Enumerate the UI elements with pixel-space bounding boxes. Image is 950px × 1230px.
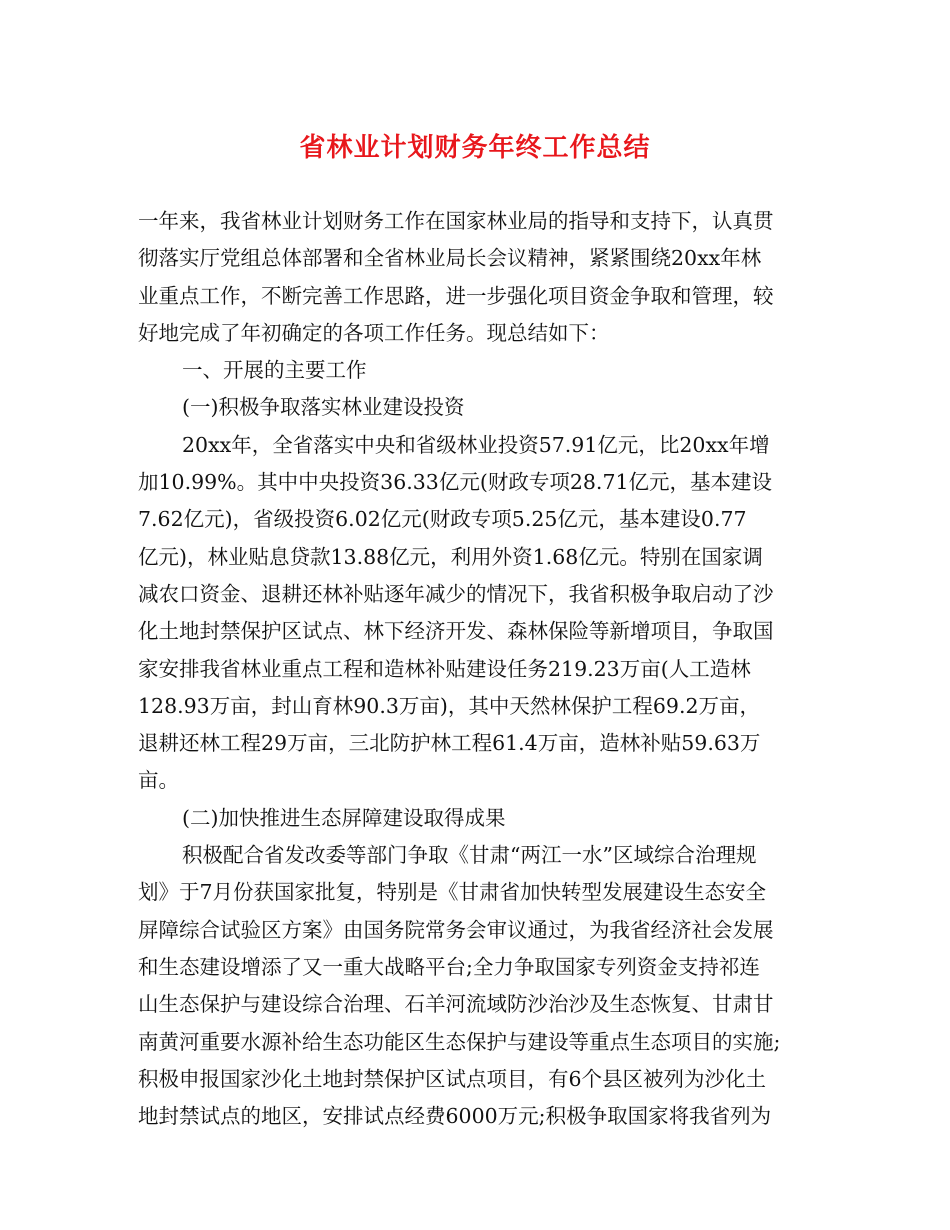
body-line: 减农口资金、退耕还林补贴逐年减少的情况下，我省积极争取启动了沙 bbox=[138, 581, 774, 606]
body-line: 7.62亿元)，省级投资6.02亿元(财政专项5.25亿元，基本建设0.77 bbox=[138, 507, 747, 532]
document-body bbox=[138, 203, 818, 1135]
body-line: 一年来，我省林业计划财务工作在国家林业局的指导和支持下，认真贯 bbox=[138, 209, 774, 233]
body-line: 彻落实厅党组总体部署和全省林业局长会议精神，紧紧围绕20xx年林 bbox=[138, 246, 762, 271]
body-line: 加10.99%。其中中央投资36.33亿元(财政专项28.71亿元，基本建设 bbox=[138, 470, 773, 495]
body-line: 家安排我省林业重点工程和造林补贴建设任务219.23万亩(人工造林 bbox=[138, 656, 751, 681]
body-line: 128.93万亩，封山育林90.3万亩)，其中天然林保护工程69.2万亩， bbox=[138, 693, 761, 718]
body-line: 和生态建设增添了又一重大战略平台;全力争取国家专列资金支持祁连 bbox=[138, 954, 760, 979]
body-line: (二)加快推进生态屏障建设取得成果 bbox=[182, 805, 506, 830]
body-line: 山生态保护与建设综合治理、石羊河流域防沙治沙及生态恢复、甘肃甘 bbox=[138, 992, 774, 1017]
body-line: 一、开展的主要工作 bbox=[182, 358, 367, 383]
body-line: 亿元)，林业贴息贷款13.88亿元，利用外资1.68亿元。特别在国家调 bbox=[138, 544, 763, 569]
body-line: 划》于7月份获国家批复，特别是《甘肃省加快转型发展建设生态安全 bbox=[138, 880, 767, 905]
body-line: 退耕还林工程29万亩，三北防护林工程61.4万亩，造林补贴59.63万 bbox=[138, 731, 761, 756]
body-line: 南黄河重要水源补给生态功能区生态保护与建设等重点生态项目的实施; bbox=[138, 1029, 781, 1054]
body-line: 20xx年，全省落实中央和省级林业投资57.91亿元，比20xx年增 bbox=[182, 432, 770, 457]
body-line: 屏障综合试验区方案》由国务院常务会审议通过，为我省经济社会发展 bbox=[138, 917, 774, 942]
body-line: (一)积极争取落实林业建设投资 bbox=[182, 395, 465, 420]
document-title: 省林业计划财务年终工作总结 bbox=[299, 133, 651, 163]
body-line: 化土地封禁保护区试点、林下经济开发、森林保险等新增项目，争取国 bbox=[138, 619, 774, 644]
body-line: 地封禁试点的地区，安排试点经费6000万元;积极争取国家将我省列为 bbox=[138, 1104, 772, 1129]
body-line: 积极申报国家沙化土地封禁保护区试点项目，有6个县区被列为沙化土 bbox=[138, 1066, 767, 1091]
body-line: 业重点工作，不断完善工作思路，进一步强化项目资金争取和管理，较 bbox=[138, 283, 774, 308]
body-line: 好地完成了年初确定的各项工作任务。现总结如下： bbox=[138, 320, 610, 345]
body-line: 积极配合省发改委等部门争取《甘肃“两江一水”区域综合治理规 bbox=[182, 843, 757, 868]
body-line: 亩。 bbox=[138, 768, 179, 793]
